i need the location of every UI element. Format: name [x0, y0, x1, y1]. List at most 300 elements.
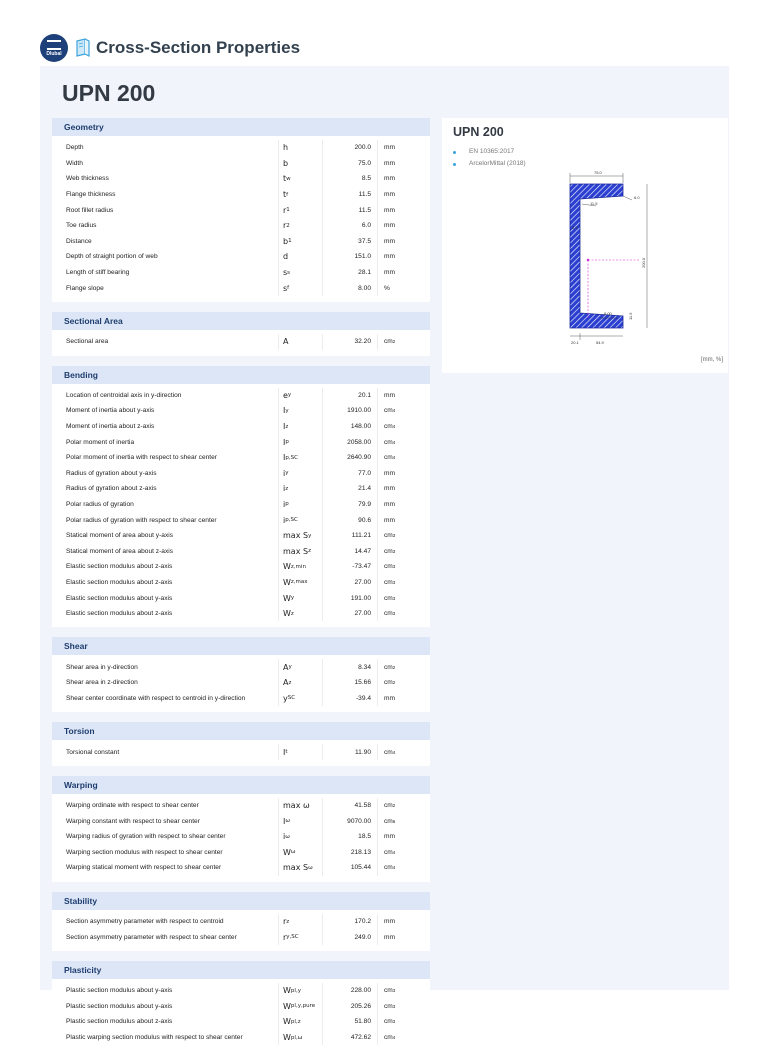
property-unit	[377, 156, 430, 172]
property-unit	[377, 659, 430, 675]
table-row	[52, 419, 430, 435]
property-unit	[377, 983, 430, 999]
symbol-subscript: pl,z	[290, 1018, 301, 1025]
source-list	[453, 146, 526, 170]
property-description: Location of centroidal axis in y-direction	[66, 391, 182, 399]
symbol-main: r	[283, 205, 287, 215]
symbol-subscript: y	[288, 664, 292, 671]
header	[40, 32, 300, 64]
section-warping	[52, 776, 430, 882]
unit-label: mm	[384, 175, 395, 183]
property-value: 77.0	[322, 466, 377, 482]
property-description: Polar moment of inertia with respect to shear center	[66, 454, 217, 462]
property-symbol	[278, 218, 322, 234]
table-row	[52, 249, 430, 265]
cross-section-drawing	[560, 168, 685, 353]
property-unit	[377, 497, 430, 513]
dim-toe: 6.0	[634, 195, 640, 200]
table-row	[52, 481, 430, 497]
property-value: 11.90	[322, 744, 377, 760]
unit-label: cm	[384, 987, 393, 995]
property-value: 105.44	[322, 860, 377, 876]
table-row	[52, 403, 430, 419]
unit-exponent: 2	[392, 803, 396, 809]
section-header: Warping	[52, 776, 430, 794]
property-symbol	[278, 265, 322, 281]
section-header: Geometry	[52, 118, 430, 136]
table-row	[52, 829, 430, 845]
property-value: 1910.00	[322, 403, 377, 419]
symbol-subscript: s	[287, 269, 291, 276]
property-symbol	[278, 280, 322, 296]
property-unit	[377, 171, 430, 187]
table-row	[52, 691, 430, 707]
symbol-subscript: pl,ω	[290, 1034, 303, 1041]
property-unit	[377, 999, 430, 1015]
symbol-main: h	[283, 143, 289, 153]
table-row	[52, 914, 430, 930]
dim-dist1: 20.1	[571, 340, 579, 345]
table-row	[52, 450, 430, 466]
property-value: 200.0	[322, 140, 377, 156]
property-description: Section asymmetry parameter with respect to shear center	[66, 933, 237, 941]
symbol-subscript: z	[288, 679, 292, 686]
table-row	[52, 559, 430, 575]
property-value: 37.5	[322, 234, 377, 250]
unit-label: cm	[384, 817, 393, 825]
property-value: 11.5	[322, 202, 377, 218]
property-unit	[377, 914, 430, 930]
unit-label: cm	[384, 663, 393, 671]
property-value: 205.26	[322, 999, 377, 1015]
property-symbol	[278, 171, 322, 187]
app-title: Cross-Section Properties	[96, 38, 301, 57]
property-symbol	[278, 659, 322, 675]
property-description: Web thickness	[66, 175, 109, 183]
property-value: 8.34	[322, 659, 377, 675]
property-value: -39.4	[322, 691, 377, 707]
property-description: Toe radius	[66, 222, 97, 230]
unit-label: mm	[384, 206, 395, 214]
symbol-main: t	[283, 190, 287, 200]
property-symbol	[278, 234, 322, 250]
symbol-subscript: t	[285, 749, 288, 756]
symbol-main: W	[283, 1033, 291, 1043]
unit-label: cm	[384, 610, 393, 618]
property-description: Statical moment of area about y-axis	[66, 532, 174, 540]
property-description: Polar moment of inertia	[66, 438, 135, 446]
table-row	[52, 202, 430, 218]
property-description: Shear center coordinate with respect to centroid in y-direction	[66, 694, 246, 702]
property-unit	[377, 590, 430, 606]
symbol-main: max S	[283, 546, 309, 556]
property-unit	[377, 218, 430, 234]
property-unit	[377, 334, 430, 350]
section-plasticity	[52, 961, 430, 1051]
property-symbol	[278, 156, 322, 172]
table-row	[52, 334, 430, 350]
source-item	[453, 158, 526, 170]
table-row	[52, 265, 430, 281]
unit-label: cm	[384, 802, 393, 810]
symbol-main: W	[283, 986, 291, 996]
property-value: 228.00	[322, 983, 377, 999]
symbol-subscript: w	[286, 175, 291, 182]
property-value: 15.66	[322, 675, 377, 691]
property-description: Radius of gyration about y-axis	[66, 469, 157, 477]
property-unit	[377, 543, 430, 559]
symbol-main: W	[283, 593, 291, 603]
symbol-subscript: pl,y,pure	[290, 1003, 316, 1010]
property-unit	[377, 744, 430, 760]
property-symbol	[278, 497, 322, 513]
property-value: 18.5	[322, 829, 377, 845]
symbol-subscript: z	[285, 423, 289, 430]
brand-label: Dlubal	[46, 50, 62, 57]
property-unit	[377, 512, 430, 528]
symbol-main: r	[283, 917, 287, 927]
unit-label: cm	[384, 438, 393, 446]
bullet-icon	[453, 151, 456, 154]
symbol-main: b	[283, 236, 289, 246]
property-unit	[377, 140, 430, 156]
section-sectional-area	[52, 312, 430, 356]
symbol-subscript: p,SC	[285, 517, 298, 524]
property-value: 151.0	[322, 249, 377, 265]
dim-slope: 8.00	[604, 311, 612, 316]
symbol-subscript: z	[286, 918, 290, 925]
property-unit	[377, 929, 430, 945]
property-value: 21.4	[322, 481, 377, 497]
symbol-subscript: f	[286, 191, 289, 198]
property-value: 2058.00	[322, 434, 377, 450]
units-note: [mm, %]	[701, 357, 723, 363]
property-symbol	[278, 334, 322, 350]
symbol-main: I	[283, 747, 286, 757]
symbol-subscript: z	[308, 548, 311, 555]
property-value: 8.00	[322, 280, 377, 296]
table-row	[52, 434, 430, 450]
property-description: Shear area in y-direction	[66, 663, 138, 671]
unit-label: mm	[384, 500, 395, 508]
symbol-subscript: SC	[287, 695, 296, 702]
unit-label: cm	[384, 1018, 393, 1026]
property-description: Flange thickness	[66, 191, 116, 199]
unit-exponent: 3	[392, 1019, 396, 1025]
property-unit	[377, 249, 430, 265]
symbol-main: s	[283, 268, 288, 278]
section-header: Sectional Area	[52, 312, 430, 330]
property-value: -73.47	[322, 559, 377, 575]
symbol-subscript: z,min	[290, 563, 306, 570]
symbol-subscript: z	[290, 610, 294, 617]
property-symbol	[278, 829, 322, 845]
table-row	[52, 156, 430, 172]
symbol-subscript: p	[285, 439, 289, 446]
symbol-subscript: ω	[285, 818, 290, 825]
property-unit	[377, 234, 430, 250]
property-unit	[377, 280, 430, 296]
property-unit	[377, 202, 430, 218]
property-description: Statical moment of area about z-axis	[66, 547, 174, 555]
table-row	[52, 171, 430, 187]
unit-label: cm	[384, 338, 393, 346]
symbol-subscript: ω	[290, 849, 296, 856]
symbol-subscript: f	[287, 285, 290, 292]
property-value: 90.6	[322, 512, 377, 528]
symbol-main: max S	[283, 531, 309, 541]
unit-label: cm	[384, 423, 393, 431]
symbol-main: d	[283, 252, 289, 262]
unit-label: cm	[384, 594, 393, 602]
unit-exponent: 4	[392, 455, 396, 461]
symbol-subscript: z,max	[290, 579, 308, 586]
unit-exponent: 4	[392, 849, 396, 855]
symbol-main: b	[283, 158, 289, 168]
dlubal-logo	[40, 34, 68, 62]
unit-exponent: 3	[392, 579, 396, 585]
property-description: Warping radius of gyration with respect to shear center	[66, 833, 226, 841]
unit-label: mm	[384, 918, 395, 926]
symbol-main: W	[283, 1001, 291, 1011]
property-unit	[377, 829, 430, 845]
property-unit	[377, 691, 430, 707]
symbol-main: s	[283, 283, 288, 293]
unit-label: cm	[384, 547, 393, 555]
symbol-main: A	[283, 337, 289, 347]
symbol-subscript: y	[290, 595, 295, 602]
symbol-main: W	[283, 847, 291, 857]
table-row	[52, 234, 430, 250]
property-symbol	[278, 434, 322, 450]
property-description: Flange slope	[66, 284, 104, 292]
symbol-subscript: 1	[288, 238, 292, 245]
property-symbol	[278, 575, 322, 591]
symbol-main: max S	[283, 863, 309, 873]
property-symbol	[278, 1030, 322, 1046]
property-value: 27.00	[322, 575, 377, 591]
property-symbol	[278, 140, 322, 156]
unit-exponent: 2	[392, 339, 396, 345]
property-description: Section asymmetry parameter with respect to centroid	[66, 918, 224, 926]
symbol-subscript: 1	[286, 207, 290, 214]
property-unit	[377, 845, 430, 861]
unit-exponent: 3	[392, 564, 396, 570]
property-value: 8.5	[322, 171, 377, 187]
property-value: 41.58	[322, 798, 377, 814]
unit-exponent: 3	[392, 595, 396, 601]
symbol-main: I	[283, 453, 286, 463]
property-description: Root fillet radius	[66, 206, 114, 214]
symbol-main: i	[283, 832, 286, 842]
symbol-main: i	[283, 468, 286, 478]
table-row	[52, 512, 430, 528]
property-unit	[377, 388, 430, 404]
symbol-subscript: p,SC	[285, 454, 298, 461]
symbol-subscript: z	[285, 485, 289, 492]
property-description: Plastic section modulus about y-axis	[66, 987, 173, 995]
unit-exponent: 3	[392, 1003, 396, 1009]
property-unit	[377, 466, 430, 482]
table-row	[52, 606, 430, 622]
symbol-main: I	[283, 406, 286, 416]
unit-label: cm	[384, 864, 393, 872]
section-stability	[52, 892, 430, 951]
bullet-icon	[453, 163, 456, 166]
property-value: 51.80	[322, 1014, 377, 1030]
unit-exponent: 6	[392, 818, 396, 824]
property-description: Elastic section modulus about z-axis	[66, 610, 173, 618]
table-row	[52, 466, 430, 482]
property-value: 9070.00	[322, 813, 377, 829]
property-description: Warping statical moment with respect to shear center	[66, 864, 222, 872]
table-row	[52, 675, 430, 691]
unit-exponent: 2	[392, 664, 396, 670]
property-symbol	[278, 999, 322, 1015]
table-row	[52, 813, 430, 829]
unit-exponent: 4	[392, 424, 396, 430]
property-unit	[377, 187, 430, 203]
property-description: Sectional area	[66, 338, 109, 346]
properties-table	[52, 118, 430, 1061]
property-symbol	[278, 528, 322, 544]
unit-label: cm	[384, 1034, 393, 1042]
table-row	[52, 744, 430, 760]
property-description: Depth of straight portion of web	[66, 253, 158, 261]
property-description: Elastic section modulus about z-axis	[66, 563, 173, 571]
symbol-subscript: y	[287, 392, 292, 399]
section-header: Torsion	[52, 722, 430, 740]
symbol-main: i	[283, 515, 286, 525]
symbol-subscript: y	[285, 470, 289, 477]
symbol-main: max ω	[283, 801, 310, 811]
symbol-main: i	[283, 484, 286, 494]
property-description: Width	[66, 159, 83, 167]
section-header: Stability	[52, 892, 430, 910]
unit-label: cm	[384, 563, 393, 571]
unit-label: mm	[384, 516, 395, 524]
table-row	[52, 983, 430, 999]
table-row	[52, 187, 430, 203]
dim-height: 200.0	[641, 257, 646, 268]
property-symbol	[278, 481, 322, 497]
unit-exponent: 2	[392, 680, 396, 686]
unit-label: cm	[384, 578, 393, 586]
symbol-subscript: y,SC	[286, 934, 299, 941]
unit-label: mm	[384, 237, 395, 245]
property-description: Length of stiff bearing	[66, 269, 130, 277]
symbol-subscript: pl,y	[290, 987, 301, 994]
property-value: 6.0	[322, 218, 377, 234]
symbol-subscript: ω	[285, 833, 290, 840]
unit-label: cm	[384, 679, 393, 687]
table-row	[52, 798, 430, 814]
table-row	[52, 845, 430, 861]
unit-exponent: 3	[392, 548, 396, 554]
section-header: Shear	[52, 637, 430, 655]
property-value: 27.00	[322, 606, 377, 622]
property-unit	[377, 450, 430, 466]
unit-label: mm	[384, 191, 395, 199]
property-symbol	[278, 691, 322, 707]
property-description: Plastic section modulus about z-axis	[66, 1018, 173, 1026]
unit-label: mm	[384, 485, 395, 493]
section-panel	[442, 118, 728, 373]
property-description: Depth	[66, 144, 84, 152]
property-unit	[377, 1014, 430, 1030]
property-symbol	[278, 419, 322, 435]
unit-label: mm	[384, 144, 395, 152]
source-label: ArcelorMittal (2018)	[469, 160, 526, 167]
property-symbol	[278, 929, 322, 945]
property-description: Torsional constant	[66, 748, 120, 756]
symbol-subscript: 2	[286, 222, 290, 229]
property-unit	[377, 606, 430, 622]
unit-exponent: 4	[392, 408, 396, 414]
property-description: Shear area in z-direction	[66, 679, 138, 687]
property-unit	[377, 575, 430, 591]
symbol-main: r	[283, 932, 287, 942]
property-unit	[377, 434, 430, 450]
section-geometry	[52, 118, 430, 302]
property-description: Plastic section modulus about y-axis	[66, 1002, 173, 1010]
symbol-main: W	[283, 609, 291, 619]
unit-label: mm	[384, 469, 395, 477]
property-symbol	[278, 1014, 322, 1030]
book-icon	[74, 38, 92, 58]
table-row	[52, 140, 430, 156]
property-description: Elastic section modulus about z-axis	[66, 578, 173, 586]
symbol-main: e	[283, 390, 288, 400]
property-unit	[377, 403, 430, 419]
source-label: EN 10365:2017	[469, 148, 515, 155]
table-row	[52, 590, 430, 606]
unit-label: cm	[384, 454, 393, 462]
property-unit	[377, 813, 430, 829]
table-row	[52, 388, 430, 404]
dim-web: 8.5	[572, 225, 578, 230]
property-symbol	[278, 590, 322, 606]
property-value: 191.00	[322, 590, 377, 606]
unit-label: mm	[384, 833, 395, 841]
unit-exponent: 3	[392, 988, 396, 994]
table-row	[52, 575, 430, 591]
property-symbol	[278, 512, 322, 528]
property-unit	[377, 860, 430, 876]
property-symbol	[278, 860, 322, 876]
unit-label: %	[384, 284, 390, 292]
unit-exponent: 4	[392, 749, 396, 755]
property-description: Warping ordinate with respect to shear center	[66, 802, 199, 810]
property-symbol	[278, 845, 322, 861]
property-symbol	[278, 187, 322, 203]
property-unit	[377, 481, 430, 497]
property-value: 28.1	[322, 265, 377, 281]
property-unit	[377, 265, 430, 281]
table-row	[52, 528, 430, 544]
unit-label: mm	[384, 222, 395, 230]
unit-label: cm	[384, 1002, 393, 1010]
unit-exponent: 4	[392, 439, 396, 445]
property-description: Warping constant with respect to shear center	[66, 817, 200, 825]
property-description: Moment of inertia about z-axis	[66, 423, 155, 431]
symbol-main: I	[283, 437, 286, 447]
property-symbol	[278, 744, 322, 760]
symbol-main: W	[283, 577, 291, 587]
property-symbol	[278, 466, 322, 482]
unit-label: mm	[384, 269, 395, 277]
unit-label: cm	[384, 748, 393, 756]
